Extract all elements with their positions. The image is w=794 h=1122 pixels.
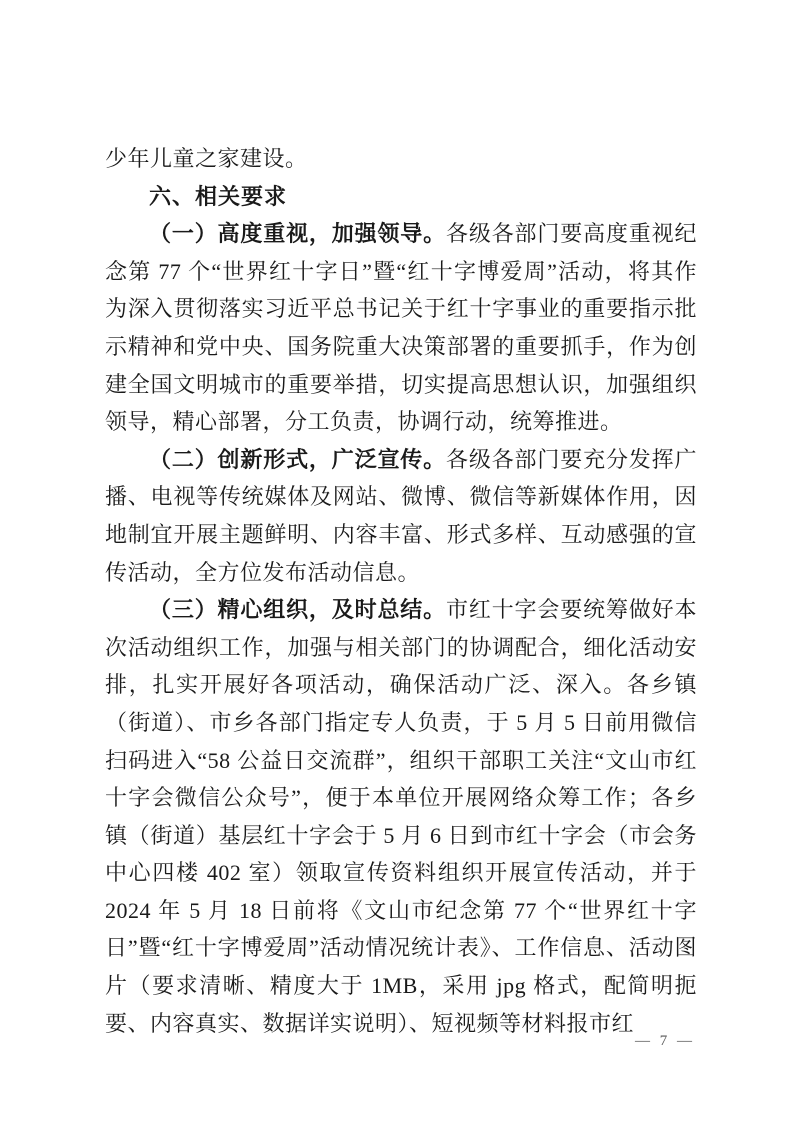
section-heading: 六、相关要求 <box>149 183 288 209</box>
paragraph-continuation: 少年儿童之家建设。 <box>105 146 308 171</box>
paragraph-2 <box>105 441 697 591</box>
paragraph-3 <box>105 591 697 1042</box>
paragraph-3-body: 市红十字会要统筹做好本次活动组织工作，加强与相关部门的协调配合，细化活动安排，扎实开展好各项活动，确保活动广泛、深入。各乡镇（街道）、市乡各部门指定专人负责，于 5 月 5 日前用微信扫码进入“58 公益日交流群”，组织干部职工关注“文山市红十字会微信公众号”，便于本单位开展网络众筹工作；各乡镇（街道）基层红十字会于 5 月 6 日到市红十字会（市会务中心四楼 402 室）领取宣传资料组织开展宣传活动，并于 2024 年 5 月 18 日前将《文山市纪念第 77 个“世界红十字日”暨“红十字博爱周”活动情况统计表》、工作信息、活动图片（要求清晰、精度大于 1MB，采用 jpg 格式，配简明扼要、内容真实、数据详实说明）、短视频等材料报市红 <box>105 597 697 1036</box>
page-number: — 7 — <box>635 1033 695 1049</box>
paragraph-2-lead: （二）创新形式，广泛宣传。 <box>149 446 447 472</box>
paragraph-1-body: 各级各部门要高度重视纪念第 77 个“世界红十字日”暨“红十字博爱周”活动，将其作为深入贯彻落实习近平总书记关于红十字事业的重要指示批示精神和党中央、国务院重大决策部署的重要抓手，作为创建全国文明城市的重要举措，切实提高思想认识，加强组织领导，精心部署，分工负责，协调行动，统筹推进。 <box>105 221 697 435</box>
paragraph-3-lead: （三）精心组织，及时总结。 <box>149 597 447 623</box>
paragraph-2-body: 各级各部门要充分发挥广播、电视等传统媒体及网站、微博、微信等新媒体作用，因地制宜开展主题鲜明、内容丰富、形式多样、互动感强的宣传活动，全方位发布活动信息。 <box>105 446 697 585</box>
paragraph-1 <box>105 215 697 441</box>
paragraph-1-lead: （一）高度重视，加强领导。 <box>149 221 447 247</box>
document-body <box>105 140 697 1042</box>
page-footer <box>635 1033 695 1050</box>
